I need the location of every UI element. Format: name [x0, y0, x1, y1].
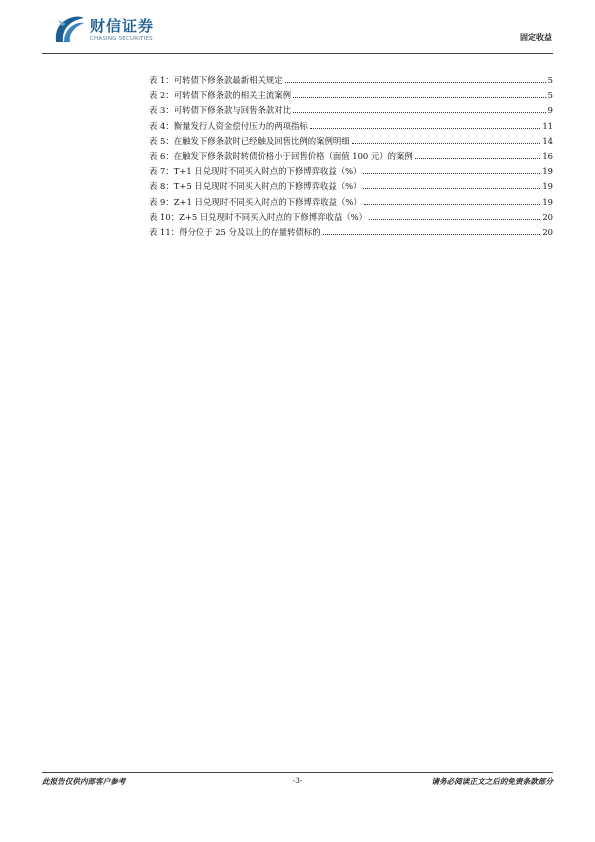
footer-disclaimer-left: 此报告仅供内部客户参考	[42, 777, 126, 786]
logo-chinese-name: 财信证券	[90, 17, 155, 35]
toc-leader-dots	[363, 187, 540, 189]
toc-entry[interactable]	[149, 179, 553, 194]
toc-entry[interactable]	[149, 119, 553, 134]
footer-divider	[42, 772, 553, 773]
toc-leader-dots	[363, 172, 540, 174]
toc-leader-dots	[310, 127, 541, 129]
section-label: 固定收益	[520, 32, 552, 42]
toc-entry-label: 表 10：Z+5 日兑现时不同买入时点的下修博弈收益（%）	[149, 211, 367, 222]
toc-entry-label: 表 4：衡量发行人资金偿付压力的两项指标	[149, 120, 308, 131]
toc-entry-page: 9	[547, 105, 553, 116]
toc-entry-label: 表 1：可转债下修条款最新相关规定	[149, 75, 283, 85]
toc-entry[interactable]	[149, 73, 553, 88]
toc-entry[interactable]	[149, 88, 553, 103]
table-of-tables	[149, 73, 553, 240]
toc-entry-label: 表 9：Z+1 日兑现时不同买入时点的下修博弈收益（%）	[149, 196, 362, 207]
toc-entry-page: 19	[542, 166, 553, 177]
toc-entry-label: 表 2：可转债下修条款的相关主流案例	[149, 90, 291, 101]
toc-entry-page: 19	[542, 196, 553, 207]
toc-entry-page: 5	[547, 75, 553, 85]
toc-entry-page: 16	[542, 150, 553, 161]
toc-entry-label: 表 7：T+1 日兑现时不同买入时点的下修博弈收益（%）	[149, 166, 362, 177]
page-header	[52, 10, 552, 54]
toc-entry-label: 表 3：可转债下修条款与回售条款对比	[149, 105, 291, 116]
toc-entry[interactable]	[149, 134, 553, 149]
toc-entry-page: 5	[547, 90, 553, 101]
toc-entry[interactable]	[149, 225, 553, 240]
footer-disclaimer-right: 请务必阅读正文之后的免责条款部分	[431, 777, 553, 786]
toc-leader-dots	[364, 203, 541, 205]
toc-entry-label: 表 5：在触发下修条款时已经触及回售比例的案例明细	[149, 135, 350, 146]
page-footer	[42, 776, 553, 790]
toc-entry-label: 表 6：在触发下修条款时转债价格小于回售价格（面值 100 元）的案例	[149, 150, 413, 161]
toc-entry-page: 20	[542, 211, 553, 222]
toc-entry-page: 20	[542, 226, 553, 237]
toc-entry-page: 11	[542, 120, 553, 131]
toc-entry[interactable]	[149, 195, 553, 210]
toc-entry[interactable]	[149, 210, 553, 225]
toc-leader-dots	[415, 157, 541, 159]
toc-leader-dots	[323, 233, 541, 235]
toc-entry[interactable]	[149, 149, 553, 164]
toc-entry[interactable]	[149, 103, 553, 118]
logo-english-name: CHASING SECURITIES	[90, 36, 153, 42]
toc-leader-dots	[352, 142, 541, 144]
header-divider	[42, 53, 553, 54]
toc-entry-page: 14	[542, 135, 553, 146]
chasing-logo-icon	[52, 12, 86, 46]
toc-leader-dots	[285, 81, 546, 83]
toc-entry-page: 19	[542, 181, 553, 192]
toc-entry-label: 表 8：T+5 日兑现时不同买入时点的下修博弈收益（%）	[149, 181, 362, 192]
company-logo	[52, 12, 192, 50]
toc-leader-dots	[369, 218, 540, 220]
page-number: -3-	[292, 776, 303, 785]
toc-entry-label: 表 11：得分位于 25 分及以上的存量转债标的	[149, 226, 321, 237]
toc-entry[interactable]	[149, 164, 553, 179]
toc-leader-dots	[293, 96, 546, 98]
toc-leader-dots	[293, 111, 546, 113]
